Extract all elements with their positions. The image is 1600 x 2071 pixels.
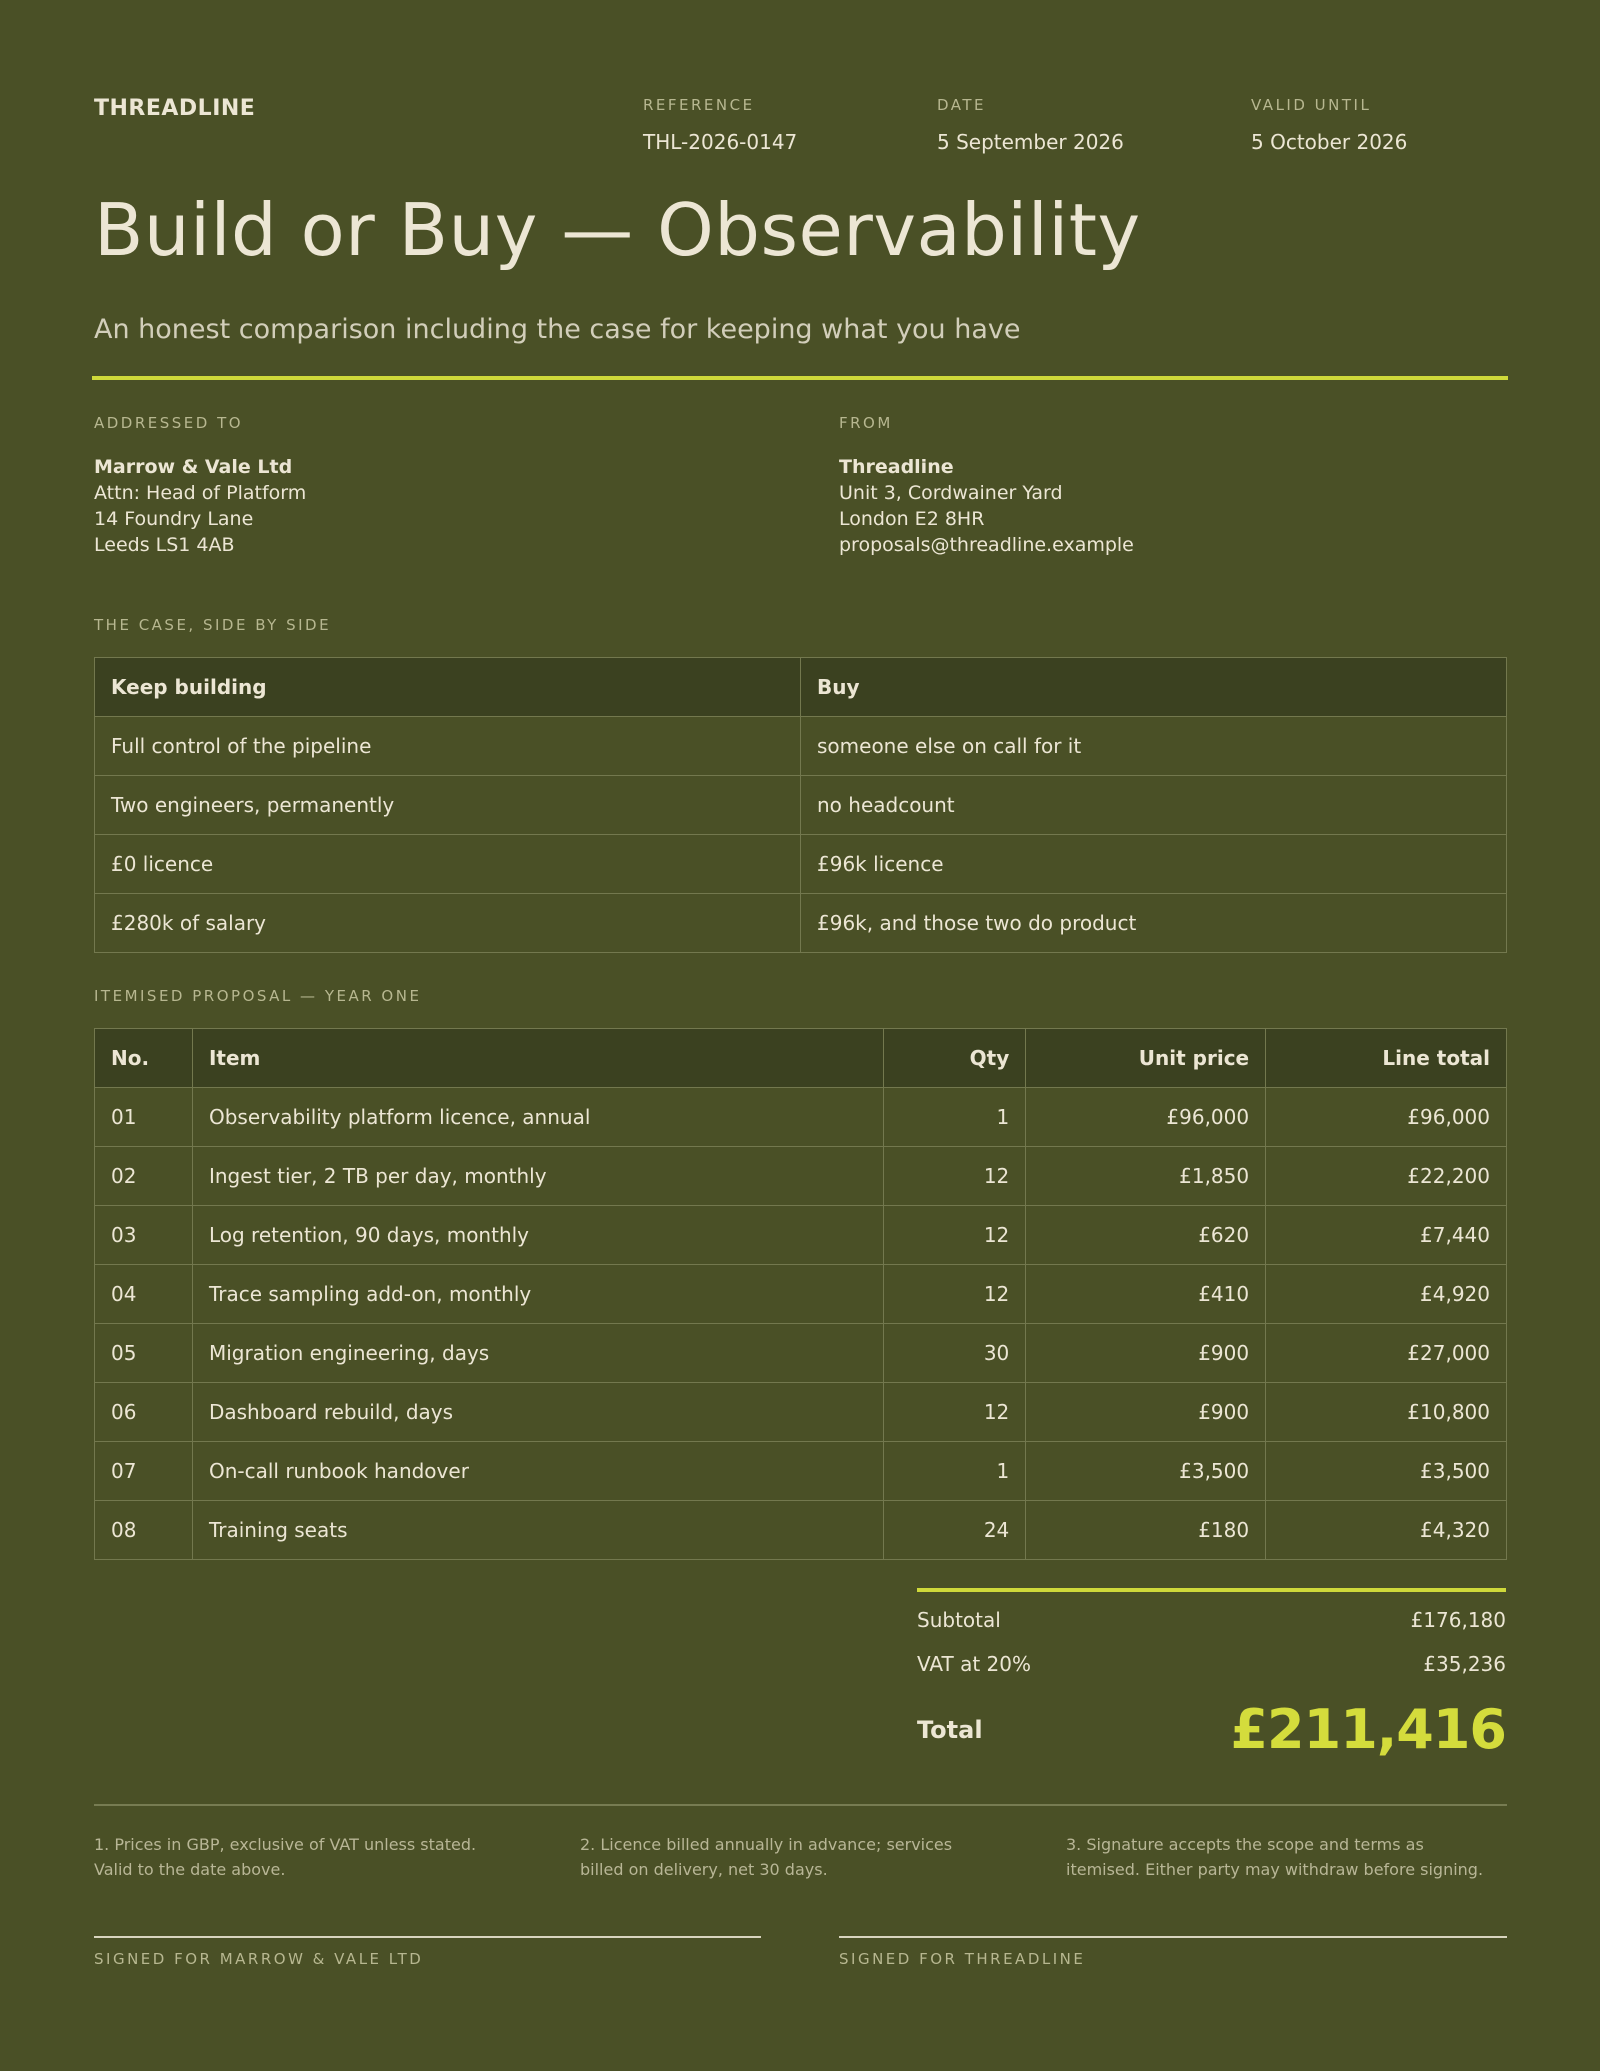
recipient-line: Attn: Head of Platform xyxy=(94,482,307,504)
item-line-total: £3,500 xyxy=(1266,1442,1507,1501)
item-unit-price: £96,000 xyxy=(1026,1088,1266,1147)
totals-block xyxy=(917,1588,1506,1761)
item-qty: 1 xyxy=(884,1088,1026,1147)
table-cell: £96k, and those two do product xyxy=(801,894,1507,953)
signature-label-vendor: SIGNED FOR THREADLINE xyxy=(839,1950,1086,1968)
item-number: 03 xyxy=(95,1206,193,1265)
item-line-total: £22,200 xyxy=(1266,1147,1507,1206)
reference-block xyxy=(643,96,797,154)
table-cell: £280k of salary xyxy=(95,894,801,953)
subtotal-label: Subtotal xyxy=(917,1608,1001,1632)
table-cell: £0 licence xyxy=(95,835,801,894)
date-value: 5 September 2026 xyxy=(937,130,1124,154)
table-cell: no headcount xyxy=(801,776,1507,835)
item-number: 07 xyxy=(95,1442,193,1501)
recipient-name: Marrow & Vale Ltd xyxy=(94,456,293,478)
comparison-section-label: THE CASE, SIDE BY SIDE xyxy=(94,616,332,634)
table-row xyxy=(95,1265,1507,1324)
table-row xyxy=(95,835,1507,894)
column-header: Qty xyxy=(884,1029,1026,1088)
item-qty: 12 xyxy=(884,1147,1026,1206)
item-unit-price: £3,500 xyxy=(1026,1442,1266,1501)
item-description: Observability platform licence, annual xyxy=(192,1088,883,1147)
item-description: Migration engineering, days xyxy=(192,1324,883,1383)
table-cell: someone else on call for it xyxy=(801,717,1507,776)
item-qty: 30 xyxy=(884,1324,1026,1383)
item-description: Dashboard rebuild, days xyxy=(192,1383,883,1442)
totals-accent-divider xyxy=(917,1588,1506,1592)
brand-logo: THREADLINE xyxy=(94,96,256,121)
notes-divider xyxy=(94,1804,1507,1806)
date-block xyxy=(937,96,1124,154)
item-description: Trace sampling add-on, monthly xyxy=(192,1265,883,1324)
item-number: 01 xyxy=(95,1088,193,1147)
item-number: 05 xyxy=(95,1324,193,1383)
column-header: No. xyxy=(95,1029,193,1088)
footnote: 1. Prices in GBP, exclusive of VAT unless stated. Valid to the date above. xyxy=(94,1835,477,1879)
item-qty: 12 xyxy=(884,1383,1026,1442)
total-value: £211,416 xyxy=(1230,1698,1506,1761)
valid-until-value: 5 October 2026 xyxy=(1251,130,1408,154)
vat-row xyxy=(917,1652,1506,1676)
item-unit-price: £410 xyxy=(1026,1265,1266,1324)
table-row xyxy=(95,1206,1507,1265)
item-line-total: £4,320 xyxy=(1266,1501,1507,1560)
item-number: 08 xyxy=(95,1501,193,1560)
item-qty: 12 xyxy=(884,1206,1026,1265)
item-number: 02 xyxy=(95,1147,193,1206)
column-header: Buy xyxy=(801,658,1507,717)
itemised-section-label: ITEMISED PROPOSAL — YEAR ONE xyxy=(94,987,422,1005)
addressed-to-block xyxy=(94,414,654,558)
item-qty: 24 xyxy=(884,1501,1026,1560)
page-subtitle: An honest comparison including the case for keeping what you have xyxy=(94,314,1021,345)
reference-label: REFERENCE xyxy=(643,96,755,114)
date-label: DATE xyxy=(937,96,987,114)
item-number: 06 xyxy=(95,1383,193,1442)
item-line-total: £10,800 xyxy=(1266,1383,1507,1442)
table-row xyxy=(95,1501,1507,1560)
item-qty: 12 xyxy=(884,1265,1026,1324)
itemised-table xyxy=(94,1028,1507,1560)
item-number: 04 xyxy=(95,1265,193,1324)
sender-line: Unit 3, Cordwainer Yard xyxy=(839,482,1063,504)
item-qty: 1 xyxy=(884,1442,1026,1501)
document-header xyxy=(94,0,1506,180)
valid-until-label: VALID UNTIL xyxy=(1251,96,1372,114)
item-unit-price: £900 xyxy=(1026,1383,1266,1442)
table-row xyxy=(95,894,1507,953)
table-cell: Two engineers, permanently xyxy=(95,776,801,835)
table-row xyxy=(95,1383,1507,1442)
total-row xyxy=(917,1698,1506,1761)
item-line-total: £4,920 xyxy=(1266,1265,1507,1324)
comparison-table xyxy=(94,657,1507,953)
footnote: 2. Licence billed annually in advance; services billed on delivery, net 30 days. xyxy=(580,1835,953,1879)
from-block xyxy=(839,414,1399,558)
signature-line-client[interactable] xyxy=(94,1936,761,1938)
valid-until-block xyxy=(1251,96,1407,154)
signature-line-vendor[interactable] xyxy=(839,1936,1507,1938)
item-line-total: £96,000 xyxy=(1266,1088,1507,1147)
column-header: Keep building xyxy=(95,658,801,717)
item-description: On-call runbook handover xyxy=(192,1442,883,1501)
recipient-line: Leeds LS1 4AB xyxy=(94,534,235,556)
subtotal-value: £176,180 xyxy=(1410,1608,1506,1632)
total-label: Total xyxy=(917,1715,983,1744)
accent-divider xyxy=(92,376,1508,380)
item-unit-price: £620 xyxy=(1026,1206,1266,1265)
item-line-total: £7,440 xyxy=(1266,1206,1507,1265)
footnote: 3. Signature accepts the scope and terms as itemised. Either party may withdraw before signing. xyxy=(1066,1835,1484,1879)
subtotal-row xyxy=(917,1608,1506,1632)
recipient-line: 14 Foundry Lane xyxy=(94,508,254,530)
column-header: Line total xyxy=(1266,1029,1507,1088)
table-cell: Full control of the pipeline xyxy=(95,717,801,776)
sender-line: London E2 8HR xyxy=(839,508,985,530)
page-title: Build or Buy — Observability xyxy=(94,188,1141,272)
item-unit-price: £1,850 xyxy=(1026,1147,1266,1206)
item-unit-price: £180 xyxy=(1026,1501,1266,1560)
table-header-row xyxy=(95,658,1507,717)
vat-label: VAT at 20% xyxy=(917,1652,1032,1676)
reference-value: THL-2026-0147 xyxy=(643,130,798,154)
table-header-row xyxy=(95,1029,1507,1088)
table-row xyxy=(95,1442,1507,1501)
table-cell: £96k licence xyxy=(801,835,1507,894)
item-unit-price: £900 xyxy=(1026,1324,1266,1383)
column-header: Unit price xyxy=(1026,1029,1266,1088)
table-row xyxy=(95,1088,1507,1147)
item-description: Training seats xyxy=(192,1501,883,1560)
table-row xyxy=(95,1147,1507,1206)
table-row xyxy=(95,776,1507,835)
sender-email: proposals@threadline.example xyxy=(839,534,1134,556)
table-row xyxy=(95,717,1507,776)
sender-name: Threadline xyxy=(839,456,954,478)
addressed-to-label: ADDRESSED TO xyxy=(94,414,244,432)
vat-value: £35,236 xyxy=(1423,1652,1506,1676)
from-label: FROM xyxy=(839,414,893,432)
item-description: Log retention, 90 days, monthly xyxy=(192,1206,883,1265)
table-row xyxy=(95,1324,1507,1383)
signature-label-client: SIGNED FOR MARROW & VALE LTD xyxy=(94,1950,424,1968)
column-header: Item xyxy=(192,1029,883,1088)
item-line-total: £27,000 xyxy=(1266,1324,1507,1383)
item-description: Ingest tier, 2 TB per day, monthly xyxy=(192,1147,883,1206)
